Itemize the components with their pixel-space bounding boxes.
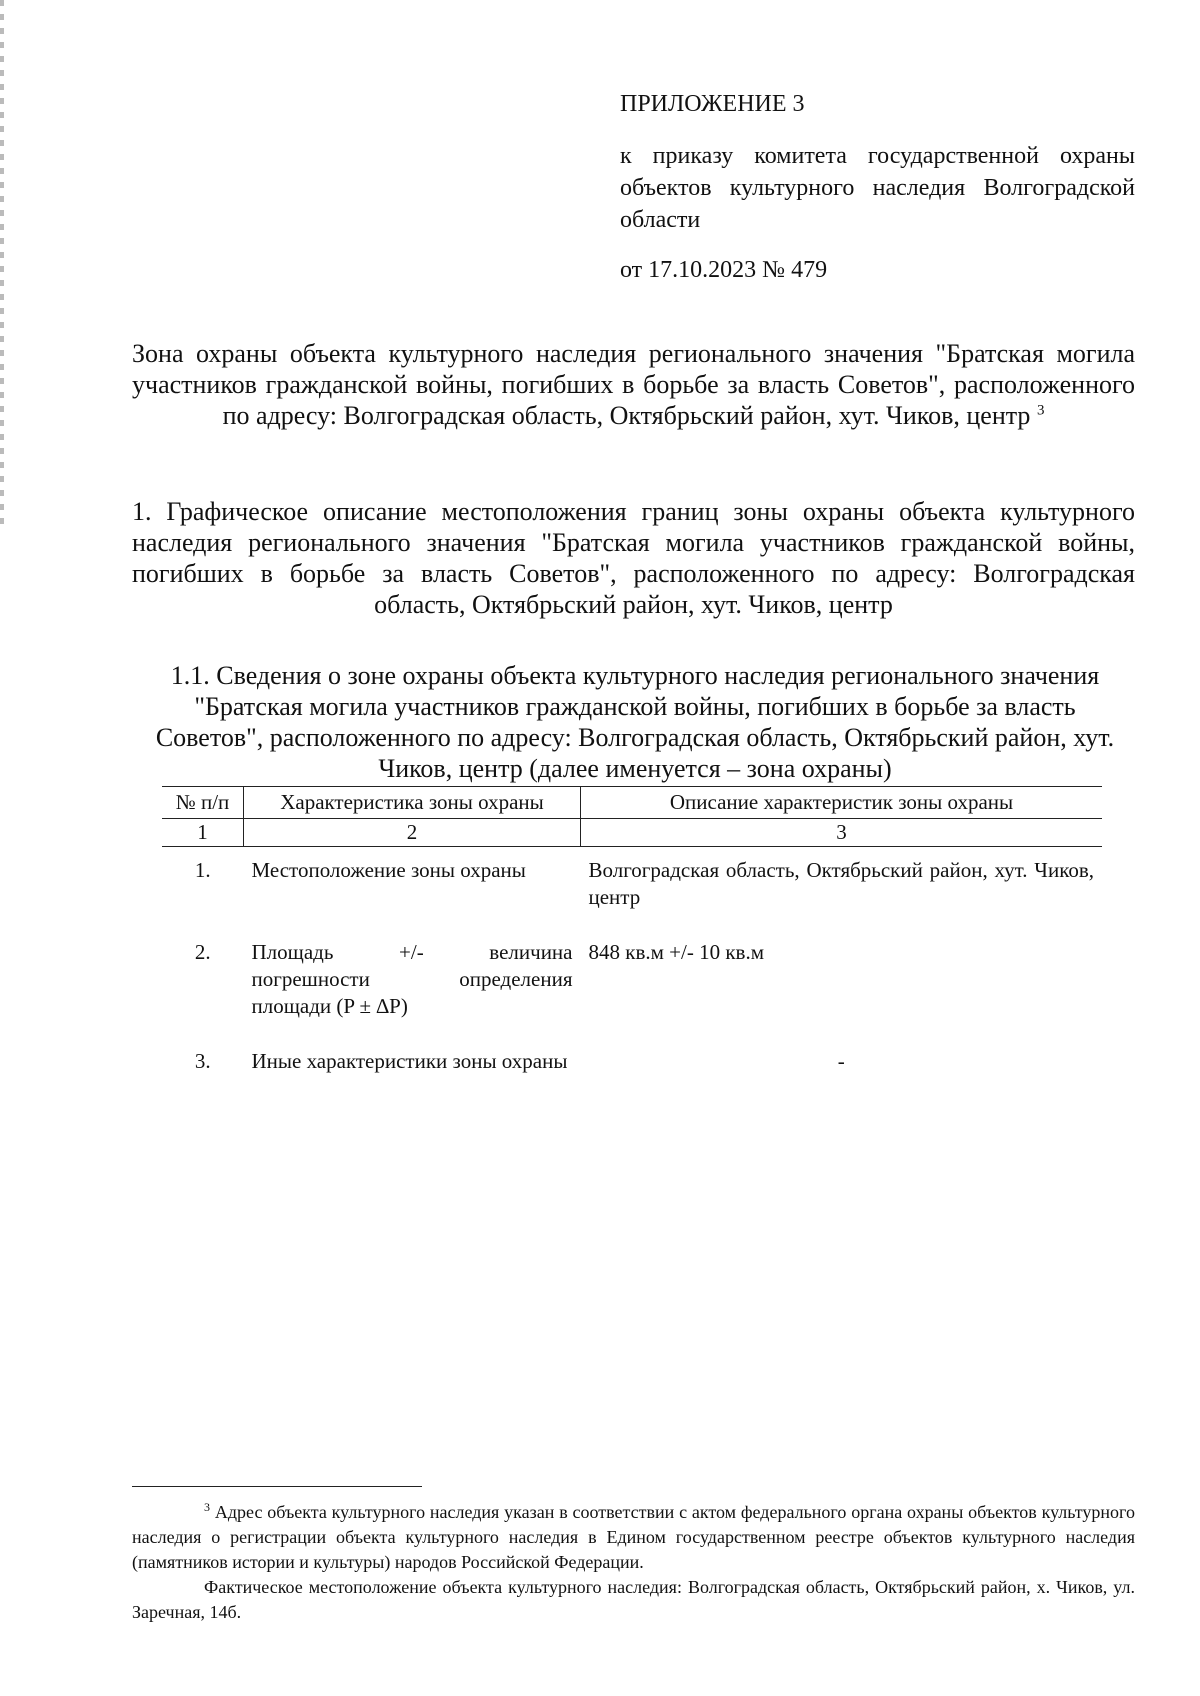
column-number: 2 [244,819,581,847]
appendix-reference: к приказу комитета государственной охраны объектов культурного наследия Волгоградской области [620,143,1135,233]
column-number: 3 [581,819,1103,847]
zone-title-text: Зона охраны объекта культурного наследия регионального значения "Братская могила участников гражданской войны, погибших в борьбе за власть Советов", расположенного по адресу: Волгоградская область, Октябрьский район, хут. Чиков, центр [132,339,1135,430]
footnote-mark: 3 [204,1500,210,1514]
row-characteristic: Местоположение зоны охраны [251,858,526,882]
header-characteristic: Характеристика зоны охраны [244,787,581,819]
footnote-paragraph-1 [132,1500,1135,1575]
footnote [132,1500,1135,1625]
appendix-title: ПРИЛОЖЕНИЕ 3 [620,91,805,117]
table-row [162,1038,1102,1093]
appendix-header [620,88,1135,286]
scan-edge-marks [0,0,4,530]
footnote-text-1: Адрес объекта культурного наследия указан в соответствии с актом федерального органа охраны объектов культурного наследия о регистрации объекта культурного наследия в Едином государственном реестре объектов культурного наследия (памятников истории и культуры) народов Российской Федерации. [132,1502,1135,1572]
table-header-row [162,787,1102,819]
table-column-numbers-row [162,819,1102,847]
header-num: № п/п [162,787,244,819]
row-num: 3. [194,1049,211,1073]
zone-title-footnote-mark: 3 [1036,402,1045,419]
section-1-1-heading: 1.1. Сведения о зоне охраны объекта культурного наследия регионального значения "Братская могила участников гражданской войны, погибших в борьбе за власть Советов", расположенного по адресу: Волгоградская область, Октябрьский район, хут. Чиков, центр (далее именуется – зона охраны) [155,661,1115,783]
table-row [162,929,1102,1038]
zone-title [132,338,1135,431]
row-num: 2. [194,940,211,964]
table-row [162,847,1102,930]
row-characteristic: Иные характеристики зоны охраны [251,1049,568,1073]
footnote-separator [132,1486,422,1487]
row-characteristic: Площадь +/- величина погрешности определения площади (P ± ∆P) [251,940,573,1018]
zone-info-table [162,786,1102,1093]
section-1-heading: 1. Графическое описание местоположения границ зоны охраны объекта культурного наследия регионального значения "Братская могила участников гражданской войны, погибших в борьбе за власть Советов", расположенного по адресу: Волгоградская область, Октябрьский район, хут. Чиков, центр [132,497,1135,619]
row-description: - [837,1049,845,1073]
row-description: 848 кв.м +/- 10 кв.м [588,940,764,964]
footnote-paragraph-2: Фактическое местоположение объекта культурного наследия: Волгоградская область, Октябрьский район, х. Чиков, ул. Заречная, 14б. [132,1577,1135,1622]
header-description: Описание характеристик зоны охраны [581,787,1103,819]
row-description: Волгоградская область, Октябрьский район, хут. Чиков, центр [588,858,1094,909]
row-num: 1. [194,858,211,882]
appendix-date: от 17.10.2023 № 479 [620,257,828,283]
column-number: 1 [162,819,244,847]
